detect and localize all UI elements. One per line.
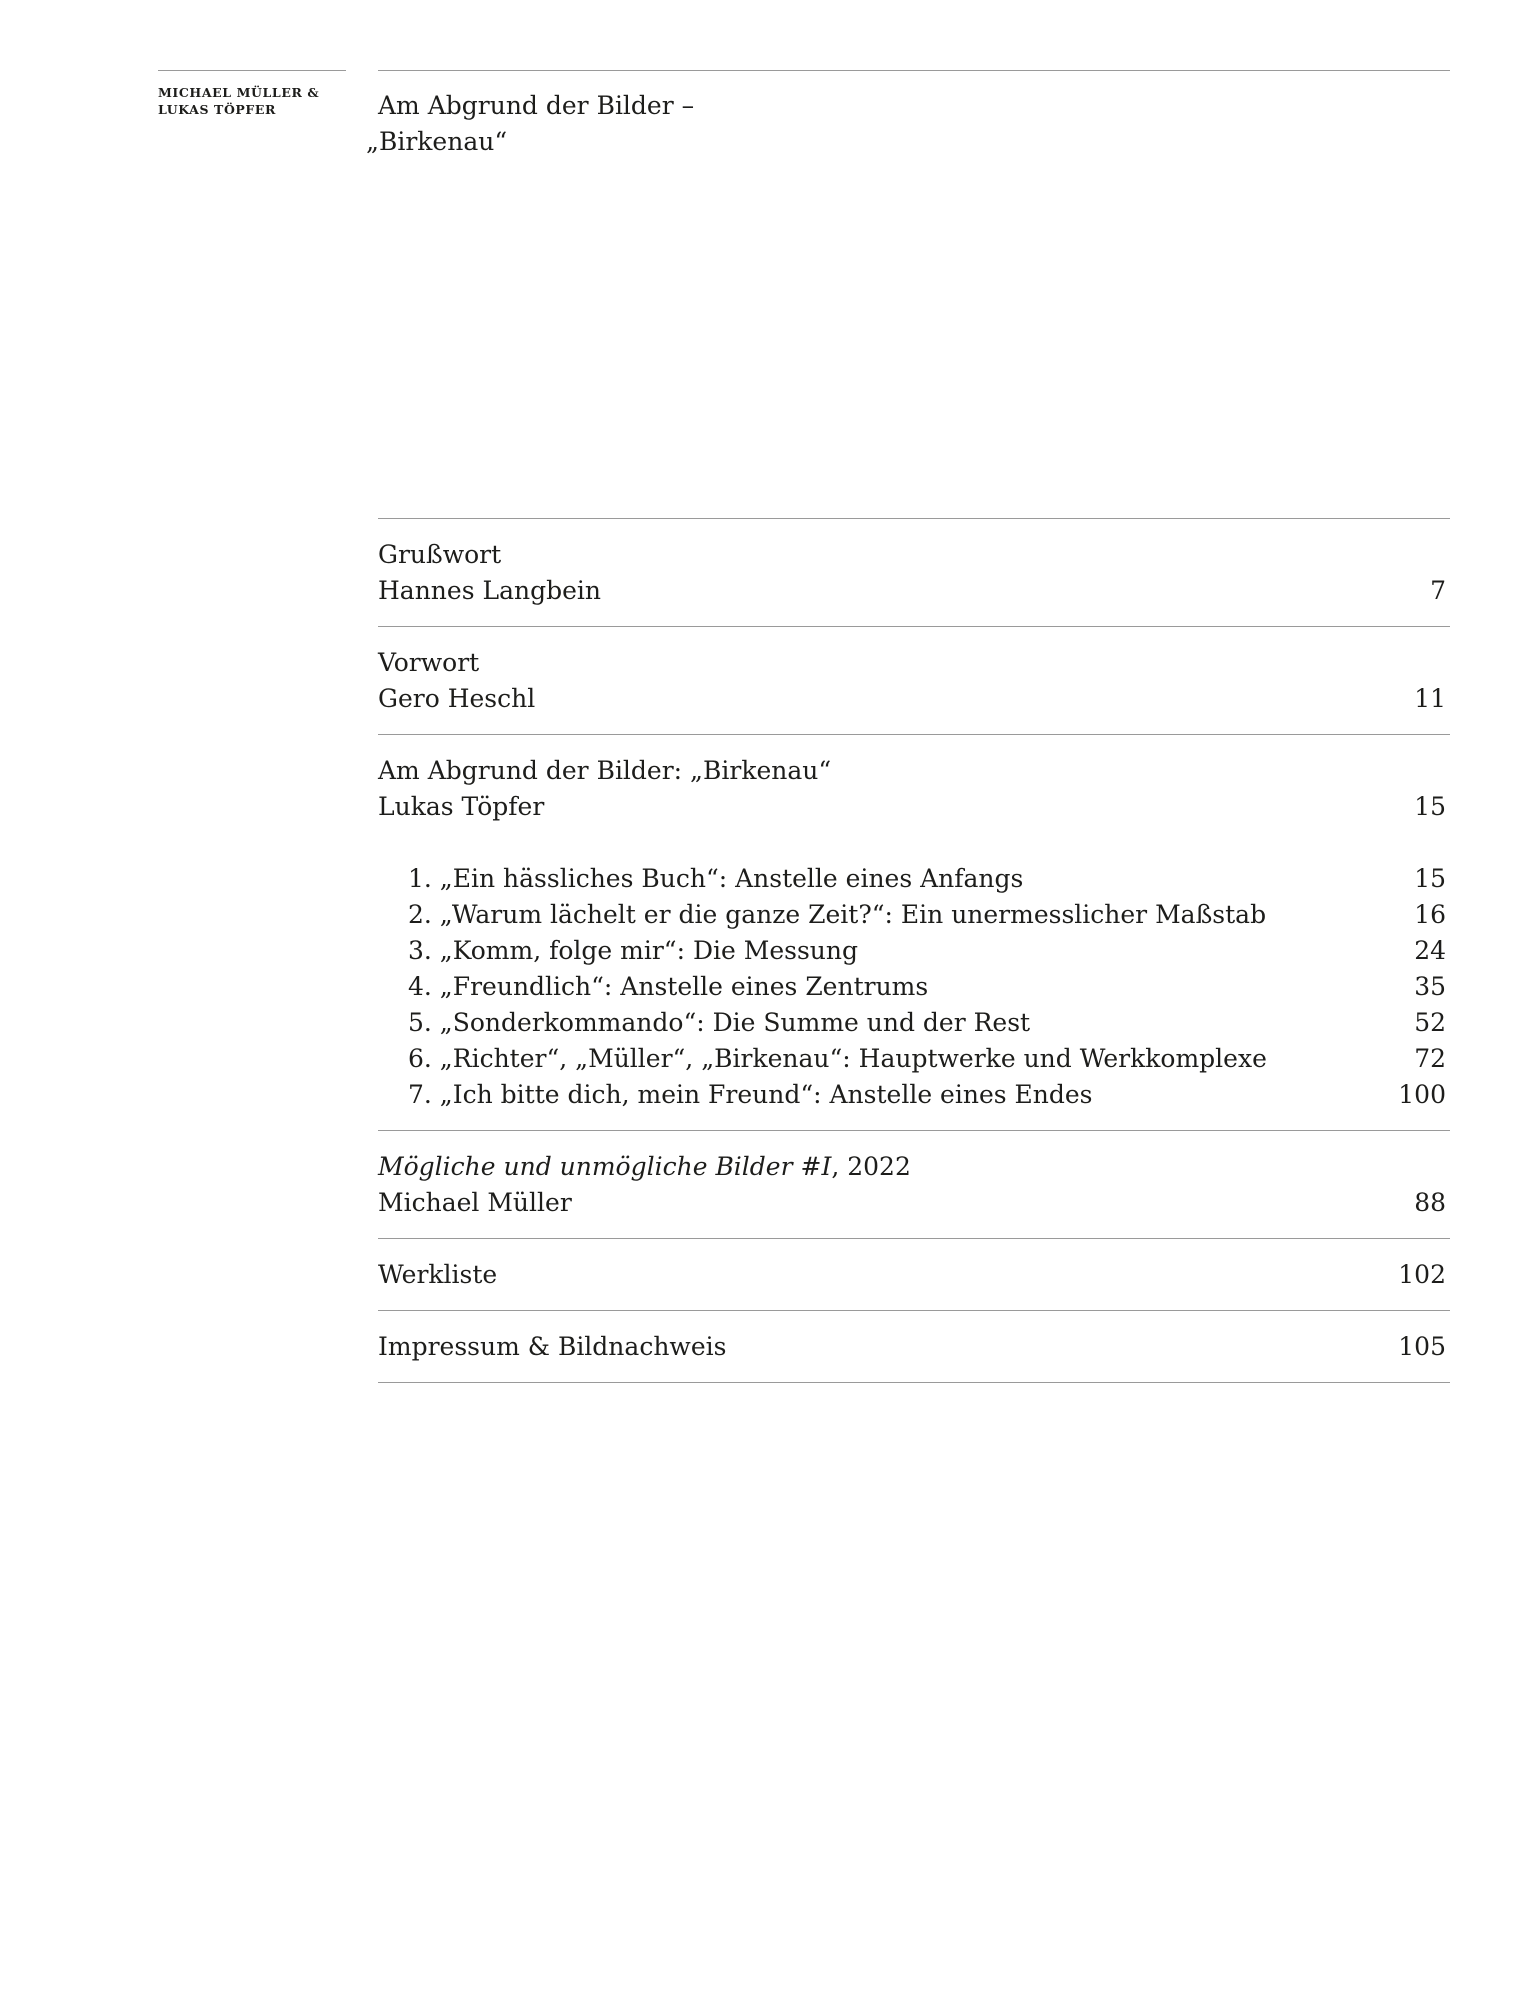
toc-entry-page: 7 (1430, 576, 1446, 605)
toc-subentry-label: 1. „Ein hässliches Buch“: Anstelle eines Anfangs (408, 864, 1024, 893)
book-title-line-1: Am Abgrund der Bilder – (378, 91, 695, 120)
toc-entry-title: Impressum & Bildnachweis (378, 1332, 727, 1361)
authors-line-2: LUKAS TÖPFER (158, 102, 277, 117)
authors-line-1: MICHAEL MÜLLER & (158, 85, 320, 100)
toc-subentry-page: 100 (1398, 1080, 1446, 1109)
toc-subentry-label: 4. „Freundlich“: Anstelle eines Zentrums (408, 972, 929, 1001)
toc-subentry-3[interactable] (408, 933, 1446, 969)
toc-entry-page: 88 (1414, 1188, 1446, 1217)
toc-entry-title-italic: Mögliche und unmögliche Bilder #I (378, 1152, 832, 1181)
authors (158, 84, 358, 118)
toc-rule (378, 734, 1450, 735)
toc-subentry-6[interactable] (408, 1041, 1446, 1077)
toc-rule (378, 626, 1450, 627)
toc-entry-title: Am Abgrund der Bilder: „Birkenau“ (378, 756, 832, 785)
toc-entry-title: Grußwort (378, 540, 502, 569)
toc-subentry-1[interactable] (408, 861, 1446, 897)
toc-entry-vorwort[interactable] (378, 645, 1446, 717)
toc-subentry-5[interactable] (408, 1005, 1446, 1041)
toc-subentry-label: 2. „Warum lächelt er die ganze Zeit?“: Ein unermesslicher Maßstab (408, 900, 1267, 929)
toc-subentry-page: 15 (1414, 864, 1446, 893)
book-title (366, 88, 878, 160)
header-rule-left (158, 70, 346, 71)
toc-entry-title (378, 1149, 1446, 1185)
toc-subentry-7[interactable] (408, 1077, 1446, 1113)
toc-entry-author: Lukas Töpfer (378, 792, 545, 821)
toc-subentry-4[interactable] (408, 969, 1446, 1005)
toc-entry-impressum[interactable] (378, 1329, 1446, 1365)
toc-subentry-page: 16 (1414, 900, 1446, 929)
toc-rule (378, 1238, 1450, 1239)
toc-entry-moegliche-bilder[interactable] (378, 1149, 1446, 1221)
header-rule-right (378, 70, 1450, 71)
toc-entry-werkliste[interactable] (378, 1257, 1446, 1293)
book-title-line-2: „Birkenau“ (366, 127, 508, 156)
toc-subentry-label: 7. „Ich bitte dich, mein Freund“: Anstelle eines Endes (408, 1080, 1093, 1109)
toc-entry-title-year: , 2022 (831, 1152, 911, 1181)
toc-entry-title: Werkliste (378, 1260, 498, 1289)
toc-rule (378, 518, 1450, 519)
toc-subentry-label: 5. „Sonderkommando“: Die Summe und der Rest (408, 1008, 1031, 1037)
toc-entry-author: Gero Heschl (378, 684, 536, 713)
toc-entry-grusswort[interactable] (378, 537, 1446, 609)
toc-entry-author: Hannes Langbein (378, 576, 601, 605)
toc-subentry-page: 35 (1414, 972, 1446, 1001)
toc-entry-title: Vorwort (378, 648, 480, 677)
toc-rule (378, 1382, 1450, 1383)
toc-entry-page: 102 (1398, 1260, 1446, 1289)
toc-subentry-page: 72 (1414, 1044, 1446, 1073)
toc-subentry-page: 52 (1414, 1008, 1446, 1037)
toc-entry-page: 15 (1414, 792, 1446, 821)
toc-entry-page: 11 (1414, 684, 1446, 713)
toc-entry-author: Michael Müller (378, 1188, 572, 1217)
toc-subentry-label: 3. „Komm, folge mir“: Die Messung (408, 936, 858, 965)
toc-entry-am-abgrund[interactable] (378, 753, 1446, 825)
toc-subentry-label: 6. „Richter“, „Müller“, „Birkenau“: Hauptwerke und Werkkomplexe (408, 1044, 1267, 1073)
toc-rule (378, 1130, 1450, 1131)
toc-rule (378, 1310, 1450, 1311)
toc-subentry-page: 24 (1414, 936, 1446, 965)
toc-entry-page: 105 (1398, 1332, 1446, 1361)
toc-subentry-2[interactable] (408, 897, 1446, 933)
